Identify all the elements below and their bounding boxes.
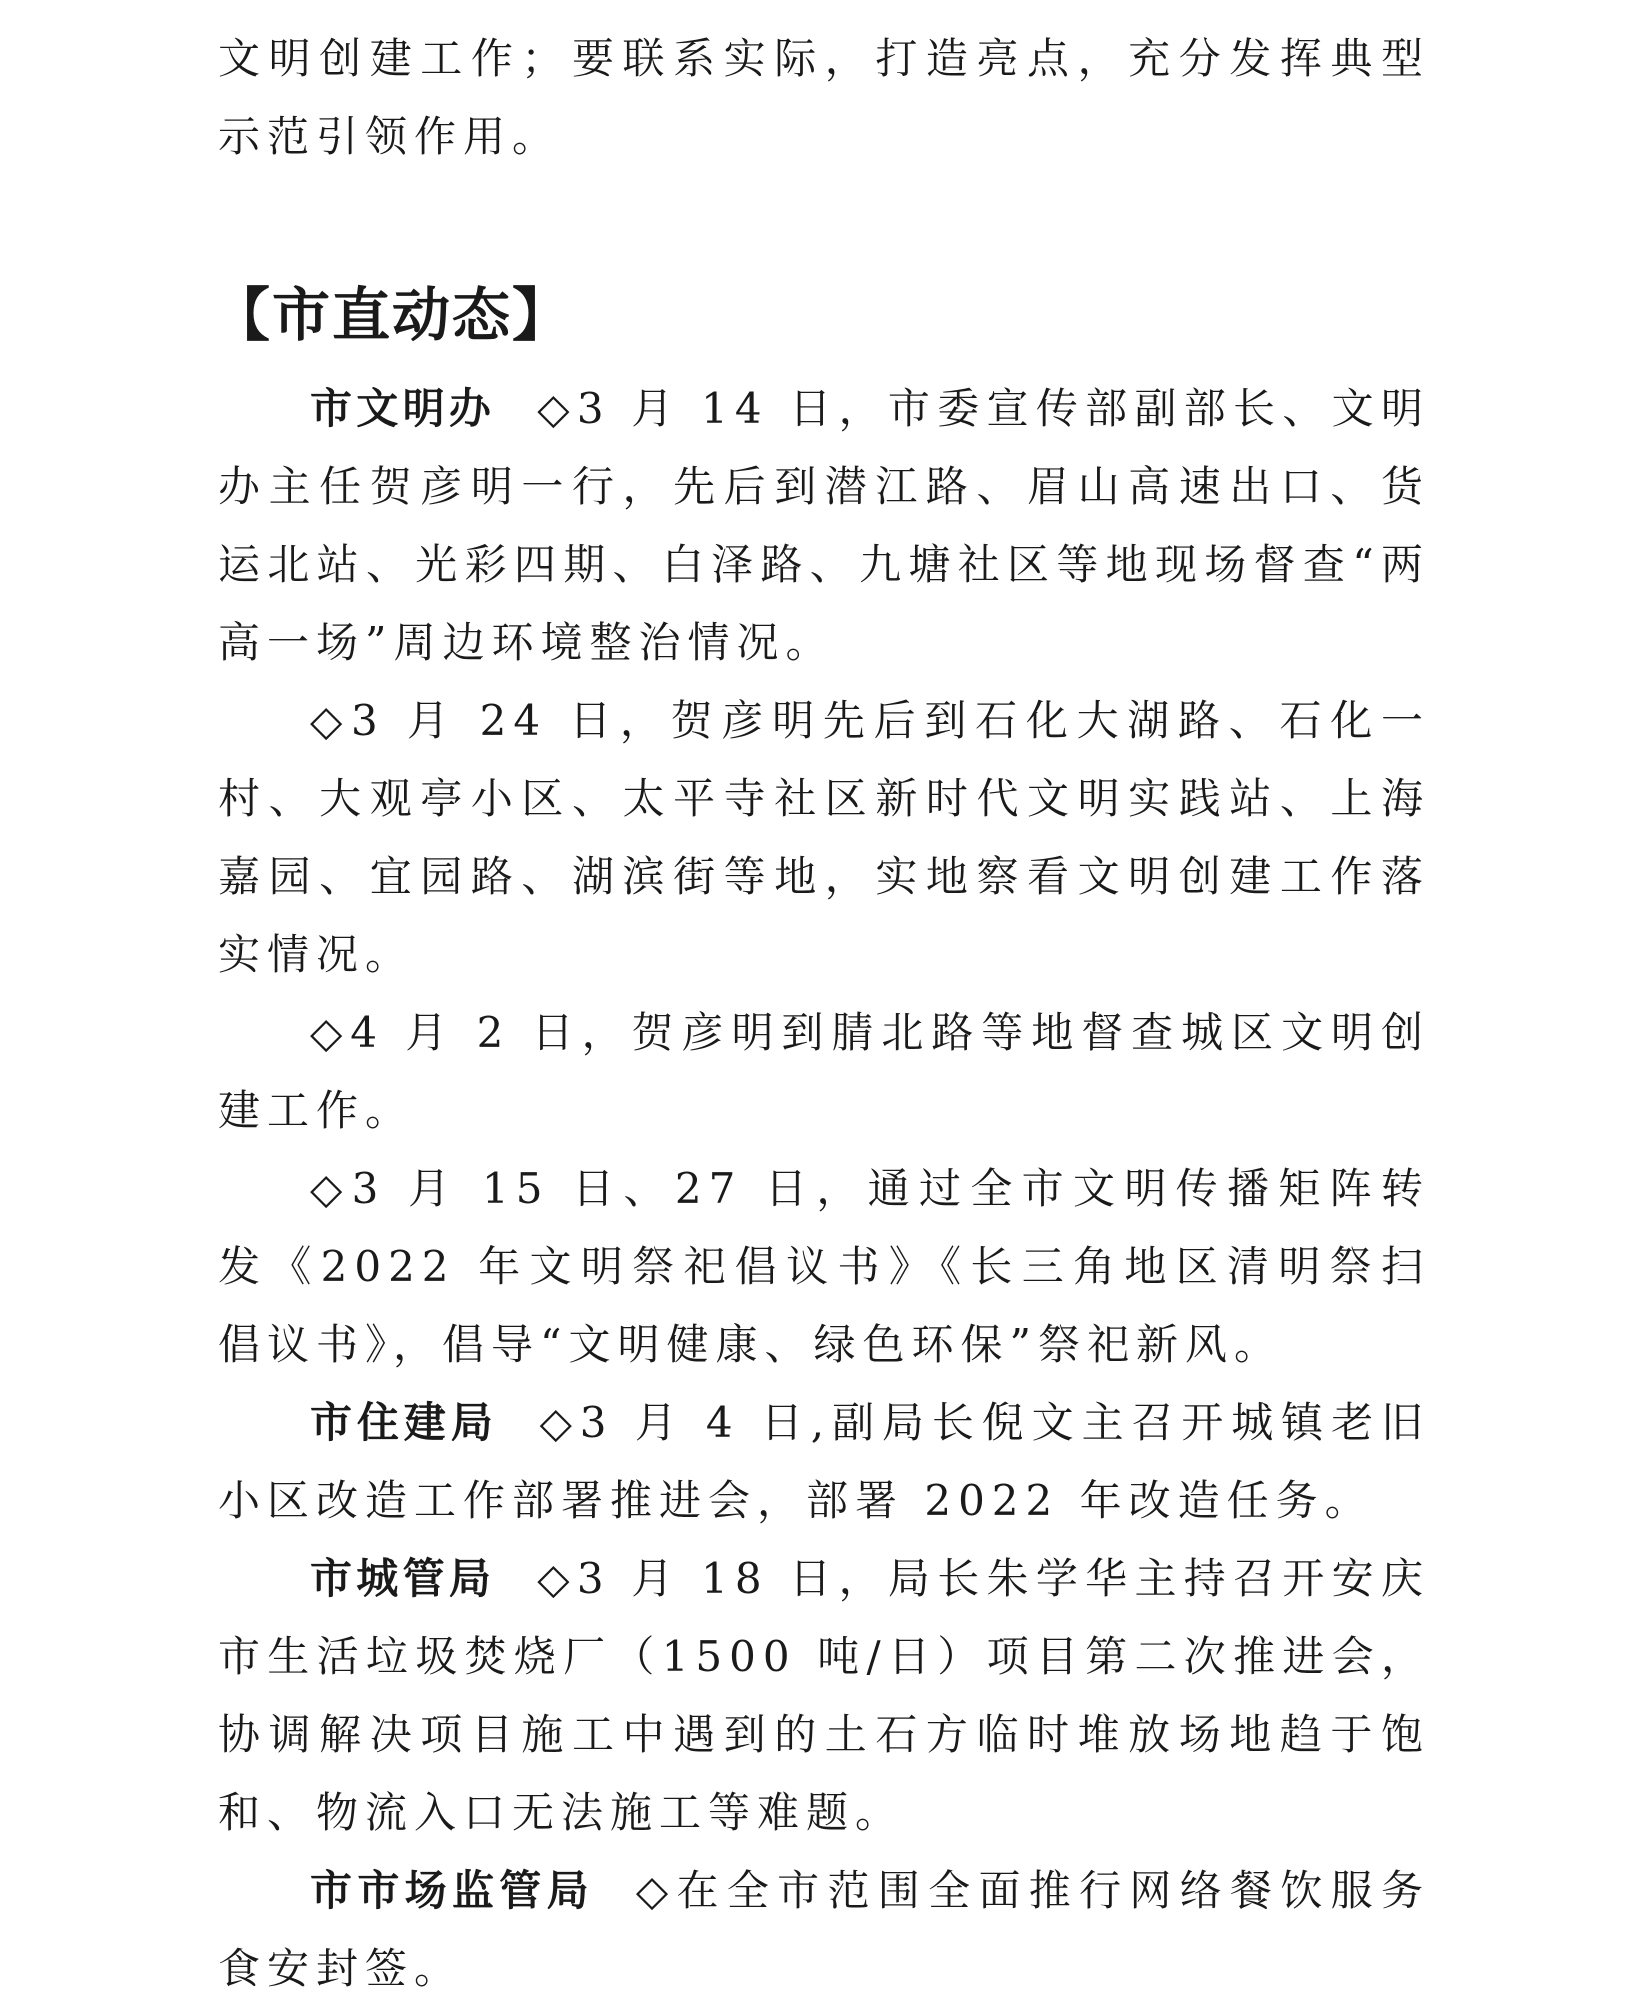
department-label: 市住建局: [310, 1398, 498, 1447]
entry-text: ◇3 月 18 日，局长朱学华主持召开安庆市生活垃圾焚烧厂（1500 吨/日）项目第二次推进会，协调解决项目施工中遇到的土石方临时堆放场地趋于饱和、物流入口无法施工等难题。: [218, 1554, 1430, 1837]
continuation-text: 文明创建工作；要联系实际，打造亮点，充分发挥典型示范引领作用。: [218, 34, 1430, 161]
entry-paragraph-zhujianju: [218, 1384, 1430, 1540]
department-label: 市城管局: [310, 1554, 496, 1603]
document-page: [212, 0, 1430, 2008]
entry-text: ◇3 月 15 日、27 日，通过全市文明传播矩阵转发《2022 年文明祭祀倡议书》《长三角地区清明祭扫倡议书》，倡导“文明健康、绿色环保”祭祀新风。: [218, 1164, 1430, 1369]
entry-paragraph-wenmingban-4: [218, 1150, 1430, 1384]
entry-text: ◇3 月 14 日，市委宣传部副部长、文明办主任贺彦明一行，先后到潜江路、眉山高速出口、货运北站、光彩四期、白泽路、九塘社区等地现场督查“两高一场”周边环境整治情况。: [218, 384, 1430, 667]
entry-text: ◇3 月 24 日，贺彦明先后到石化大湖路、石化一村、大观亭小区、太平寺社区新时代文明实践站、上海嘉园、宜园路、湖滨街等地，实地察看文明创建工作落实情况。: [218, 696, 1430, 979]
entry-paragraph-chengguanju: [218, 1540, 1430, 1852]
entry-paragraph-wenmingban-2: [218, 682, 1430, 994]
entry-paragraph-shichangjianguanju: [218, 1852, 1430, 2008]
entry-text: ◇4 月 2 日，贺彦明到腈北路等地督查城区文明创建工作。: [218, 1008, 1430, 1135]
department-label: 市文明办: [310, 384, 496, 433]
continuation-paragraph: [218, 20, 1430, 176]
entry-paragraph-wenmingban-3: [218, 994, 1430, 1150]
entry-text: ◇3 月 4 日,副局长倪文主召开城镇老旧小区改造工作部署推进会，部署 2022 年改造任务。: [218, 1398, 1430, 1525]
section-title: 【市直动态】: [212, 281, 573, 349]
entry-paragraph-wenmingban-1: [218, 370, 1430, 682]
entry-text: ◇在全市范围全面推行网络餐饮服务食安封签。: [218, 1866, 1430, 1993]
department-label: 市市场监管局: [310, 1866, 594, 1915]
